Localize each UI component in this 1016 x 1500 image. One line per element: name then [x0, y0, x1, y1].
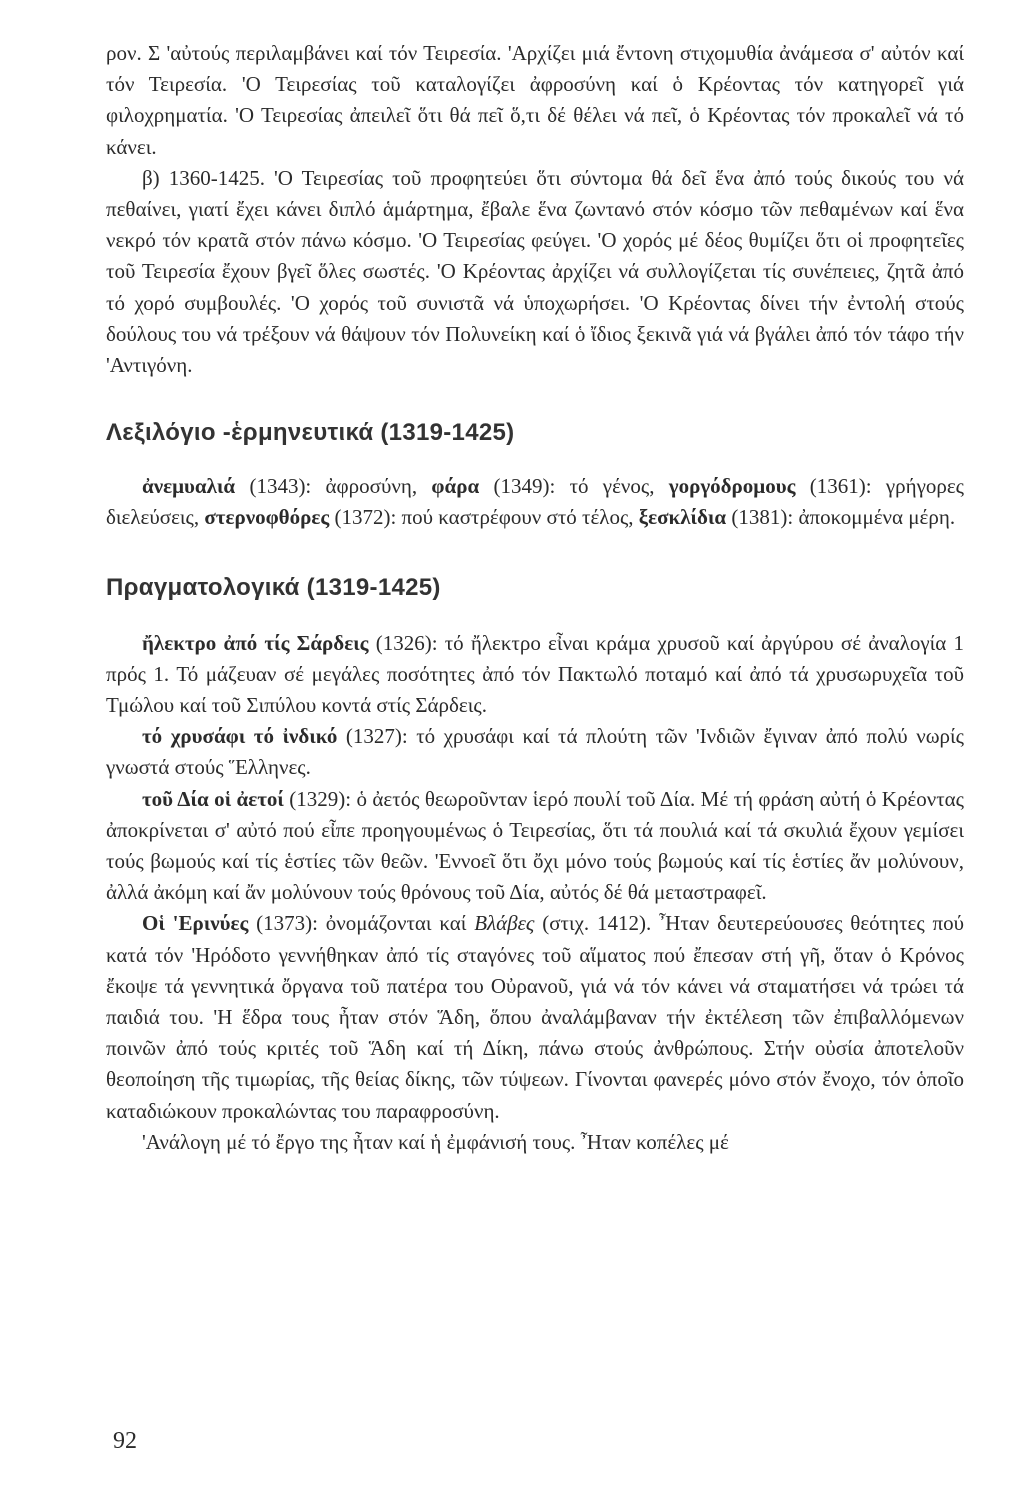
lexicon-definition: (1349): τό γένος, — [479, 474, 669, 499]
realia-text: (1329): ὁ ἀετός θεωροῦνταν ἱερό πουλί τοῦ Δία. Μέ τή φράση αὐτή ὁ Κρέοντας ἀποκρίνεται σ' αὐτό πού εἶπε προηγουμένως ὁ Τειρεσίας, ὅτι τά πουλιά καί τά σκυλιά ἔχουν γεμίσει τούς βωμούς καί τίς ἑστίες τῶν θεῶν. 'Εννοεῖ ὅτι ὄχι μόνο τούς βωμούς καί τίς ἑστίες ἄν μολύνουν, ἀλλά ἀκόμη καί ἄν μολύνουν τούς θρόνους τοῦ Δία, αὐτός δέ θά μεταστραφεῖ. — [106, 786, 964, 905]
realia-entry — [106, 628, 964, 722]
lexicon-paragraph — [106, 471, 964, 533]
realia-term: ἤλεκτρο ἀπό τίς Σάρδεις — [142, 630, 369, 655]
realia-text: (1373): ὀνομάζονται καί — [248, 911, 475, 936]
lexicon-term: ξεσκλίδια — [638, 505, 727, 530]
intro-paragraph-2: β) 1360-1425. 'Ο Τειρεσίας τοῦ προφητεύει ὅτι σύντομα θά δεῖ ἕνα ἀπό τούς δικούς του νά πεθαίνει, γιατί ἔχει κάνει διπλό ἁμάρτημα, ἔβαλε ἕνα ζωντανό στόν κόσμο τῶν πεθαμένων καί ἕνα νεκρό τόν κρατᾶ στόν πάνω κόσμο. 'Ο Τειρεσίας φεύγει. 'Ο χορός μέ δέος θυμίζει ὅτι οἱ προφητεῖες τοῦ Τειρεσία ἔχουν βγεῖ ὅλες σωστές. 'Ο Κρέοντας ἀρχίζει νά συλλογίζεται τίς συνέπειες, ζητᾶ ἀπό τό χορό συμβουλές. 'Ο χορός τοῦ συνιστᾶ νά ὑποχωρήσει. 'Ο Κρέοντας δίνει τήν ἐντολή στούς δούλους του νά τρέξουν νά θάψουν τόν Πολυνείκη καί ὁ ἴδιος ξεκινᾶ γιά νά βγάλει ἀπό τόν τάφο τήν 'Αντιγόνη. — [106, 165, 964, 378]
realia-text: (στιχ. 1412). Ἦταν δευτερεύουσες θεότητες πού κατά τόν 'Ηρόδοτο γεννήθηκαν ἀπό τίς σταγόνες τοῦ αἵματος πού ἔπεσαν στή γῆ, ὅταν ὁ Κρόνος ἔκοψε τά γεννητικά ὄργανα τοῦ πατέρα του Οὐρανοῦ, γιά νά τόν κάνει νά σταματήσει νά τρώει τά παιδιά του. 'Η ἕδρα τους ἦταν στόν Ἅδη, ὅπου ἀναλάμβαναν τήν ἐκτέλεση τῶν ἐπιβαλλόμενων ποινῶν ἀπό τούς κριτές τοῦ Ἅδη καί τή Δίκη, πάνω στούς ἀνθρώπους. Στήν οὐσία ἀποτελοῦν θεοποίηση τῆς τιμωρίας, τῆς θείας δίκης, τῶν τύψεων. Γίνονται φανερές μόνο στόν ἔνοχο, τόν ὁποῖο καταδιώκουν προκαλώντας του παραφροσύνη. — [106, 911, 964, 1123]
realia-term: Οἱ 'Ερινύες — [142, 911, 249, 936]
page-body — [106, 38, 964, 1158]
realia-term: τό χρυσάφι τό ἰνδικό — [142, 724, 338, 749]
realia-heading: Πραγματολογικά (1319-1425) — [106, 573, 441, 601]
realia-entry — [106, 784, 964, 909]
realia-continuation: 'Ανάλογη μέ τό ἔργο της ἦταν καί ἡ ἐμφάνισή τους. Ἦταν κοπέλες μέ — [142, 1129, 729, 1154]
realia-term: τοῦ Δία οἱ ἀετοί — [142, 786, 284, 811]
lexicon-term: φάρα — [431, 474, 480, 499]
realia-text: (1327): τό χρυσάφι καί τά πλούτη τῶν 'Ινδιῶν ἔγιναν ἀπό πολύ νωρίς γνωστά στούς Ἕλληνες. — [106, 724, 964, 780]
lexicon-definition: (1381): ἀποκομμένα μέρη. — [726, 505, 956, 530]
lexicon-term: ἀνεμυαλιά — [142, 474, 236, 499]
realia-entry — [106, 908, 964, 1126]
lexicon-definition: (1343): ἀφροσύνη, — [235, 474, 432, 499]
lexicon-term: γοργόδρομους — [668, 474, 796, 499]
lexicon-definition: (1372): πού καστρέφουν στό τέλος, — [329, 505, 639, 530]
lexicon-heading: Λεξιλόγιο -ἑρμηνευτικά (1319-1425) — [106, 419, 515, 447]
lexicon-definition: (1361): γρήγορες διελεύσεις, — [106, 474, 964, 530]
realia-entry — [106, 721, 964, 783]
realia-italic-term: Βλάβες — [474, 911, 535, 936]
page-number: 92 — [113, 1428, 137, 1454]
intro-paragraph-1: ρον. Σ 'αὐτούς περιλαμβάνει καί τόν Τειρεσία. 'Αρχίζει μιά ἔντονη στιχομυθία ἀνάμεσα σ' αὐτόν καί τόν Τειρεσία. 'Ο Τειρεσίας τοῦ καταλογίζει ἀφροσύνη καί ὁ Κρέοντας τόν κατηγορεῖ γιά φιλοχρηματία. 'Ο Τειρεσίας ἀπειλεῖ ὅτι θά πεῖ ὅ,τι δέ θέλει νά πεῖ, ὁ Κρέοντας τόν προκαλεῖ νά τό κάνει. — [106, 41, 964, 159]
lexicon-term: στερνοφθόρες — [204, 505, 330, 530]
realia-text: (1326): τό ἤλεκτρο εἶναι κράμα χρυσοῦ καί ἀργύρου σέ ἀναλογία 1 πρός 1. Τό μάζευαν σέ μεγάλες ποσότητες ἀπό τόν Πακτωλό ποταμό καί ἀπό τά χρυσωρυχεῖα τοῦ Τμώλου καί τοῦ Σιπύλου κοντά στίς Σάρδεις. — [106, 630, 964, 718]
